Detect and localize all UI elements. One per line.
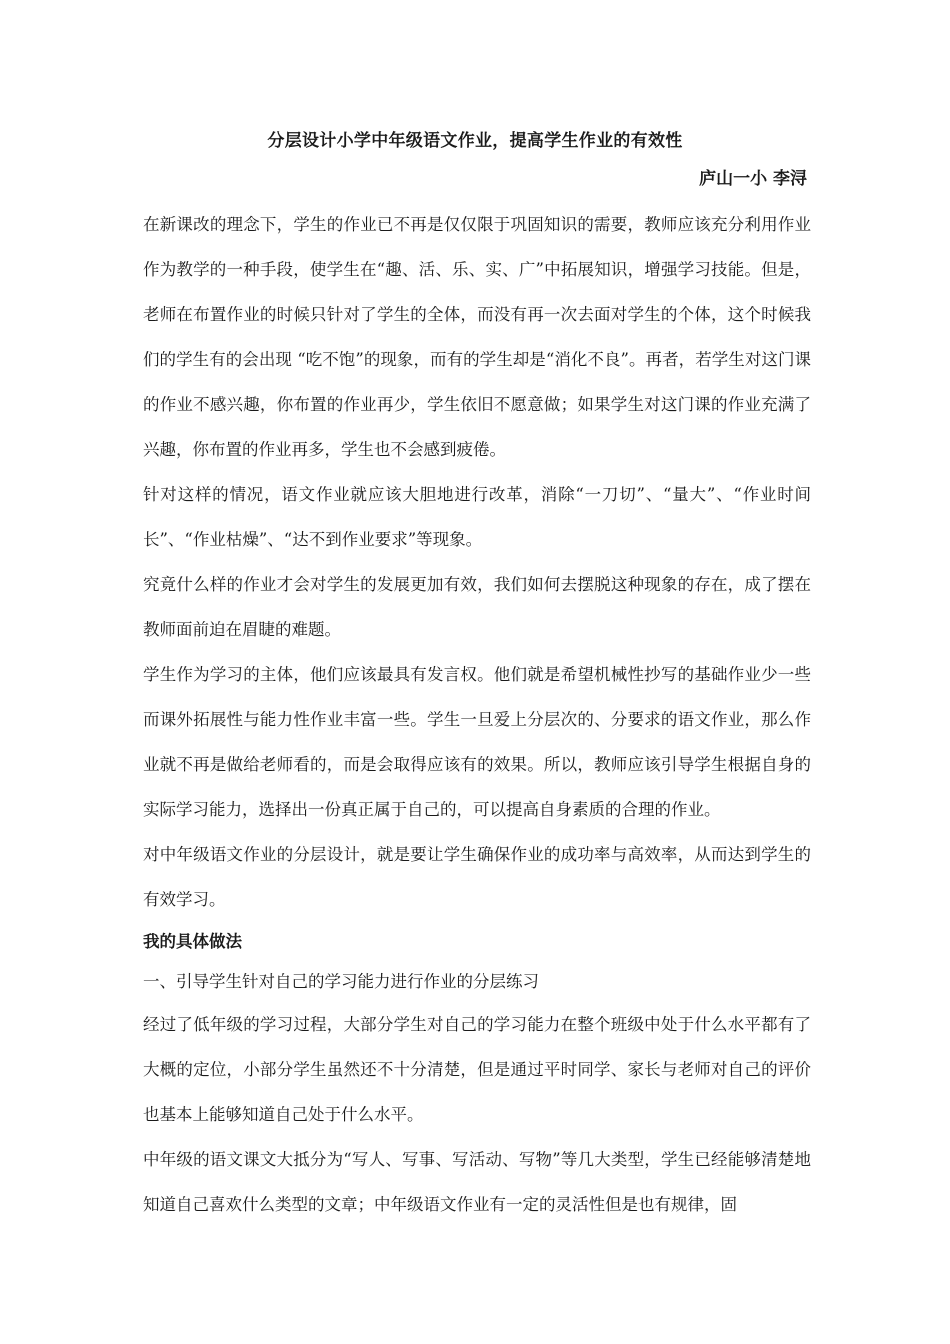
document-body xyxy=(143,202,811,1227)
paragraph-6: 经过了低年级的学习过程，大部分学生对自己的学习能力在整个班级中处于什么水平都有了大概的定位，小部分学生虽然还不十分清楚，但是通过平时同学、家长与老师对自己的评价也基本上能够知道自己处于什么水平。 xyxy=(143,1015,811,1124)
document-author: 庐山一小 李浔 xyxy=(699,169,807,189)
paragraph-4: 学生作为学习的主体，他们应该最具有发言权。他们就是希望机械性抄写的基础作业少一些而课外拓展性与能力性作业丰富一些。学生一旦爱上分层次的、分要求的语文作业，那么作业就不再是做给老师看的，而是会取得应该有的效果。所以，教师应该引导学生根据自身的实际学习能力，选择出一份真正属于自己的，可以提高自身素质的合理的作业。 xyxy=(143,665,811,819)
section-heading: 我的具体做法 xyxy=(143,932,242,951)
paragraph-1: 在新课改的理念下，学生的作业已不再是仅仅限于巩固知识的需要，教师应该充分利用作业作为教学的一种手段，使学生在“趣、活、乐、实、广”中拓展知识，增强学习技能。但是，老师在布置作业的时候只针对了学生的全体，而没有再一次去面对学生的个体，这个时候我们的学生有的会出现 “吃不饱”的现象，而有的学生却是“消化不良”。再者，若学生对这门课的作业不感兴趣，你布置的作业再少，学生依旧不愿意做；如果学生对这门课的作业充满了兴趣，你布置的作业再多，学生也不会感到疲倦。 xyxy=(143,215,811,459)
paragraph-2: 针对这样的情况，语文作业就应该大胆地进行改革，消除“一刀切”、“量大”、“作业时间长”、“作业枯燥”、“达不到作业要求”等现象。 xyxy=(143,485,811,549)
document-title: 分层设计小学中年级语文作业，提高学生作业的有效性 xyxy=(267,131,683,151)
paragraph-5: 对中年级语文作业的分层设计，就是要让学生确保作业的成功率与高效率，从而达到学生的有效学习。 xyxy=(143,845,811,909)
paragraph-3: 究竟什么样的作业才会对学生的发展更加有效，我们如何去摆脱这种现象的存在，成了摆在教师面前迫在眉睫的难题。 xyxy=(143,575,811,639)
paragraph-7: 中年级的语文课文大抵分为“写人、写事、写活动、写物”等几大类型，学生已经能够清楚地知道自己喜欢什么类型的文章；中年级语文作业有一定的灵活性但是也有规律，固 xyxy=(143,1150,811,1214)
subheading-1: 一、引导学生针对自己的学习能力进行作业的分层练习 xyxy=(143,972,539,991)
